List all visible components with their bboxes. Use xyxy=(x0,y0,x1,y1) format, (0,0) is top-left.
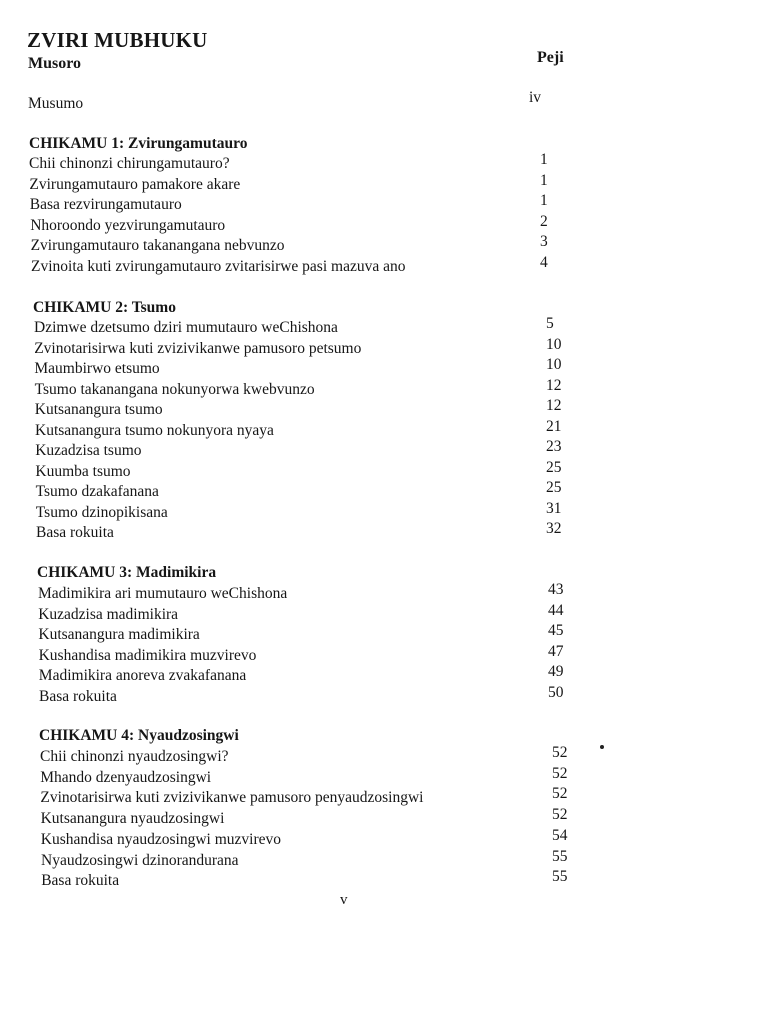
section-title: CHIKAMU 1: Zvirungamutauro xyxy=(29,135,248,152)
toc-entry-label: Basa rezvirungamutauro xyxy=(29,196,182,214)
toc-entry-label: Kushandisa madimikira muzvirevo xyxy=(38,646,257,664)
toc-entry-page: 52 xyxy=(552,806,568,824)
toc-entry-label: Nyaudzosingwi dzinorandurana xyxy=(41,851,239,869)
toc-entry-page: 55 xyxy=(552,847,568,865)
toc-entry-label: Zvinotarisirwa kuti zvizivikanwe pamusoro penyaudzosingwi xyxy=(40,789,424,807)
toc-entry-label: Chii chinonzi nyaudzosingwi? xyxy=(40,748,229,765)
toc-entry-label: Tsumo takanangana nokunyorwa kwebvunzo xyxy=(34,380,315,398)
toc-entry-label: Kuzadzisa madimikira xyxy=(38,605,179,623)
toc-entry-label: Kutsanangura nyaudzosingwi xyxy=(40,810,225,828)
toc-entry-label: Kutsanangura tsumo xyxy=(34,401,163,418)
toc-entry xyxy=(0,376,768,402)
toc-entry xyxy=(0,499,768,525)
toc-entry-page: 10 xyxy=(546,335,562,353)
toc-entry-label: Maumbirwo etsumo xyxy=(34,360,160,377)
toc-entry-page: 32 xyxy=(546,520,562,537)
toc-entry-label: Zvirungamutauro takanangana nebvunzo xyxy=(30,237,285,255)
toc-entry-label: Kuumba tsumo xyxy=(35,462,131,480)
toc-entry xyxy=(0,806,768,831)
toc-entry xyxy=(0,744,768,769)
toc-entry-page: 2 xyxy=(540,212,548,230)
toc-entry-page: 1 xyxy=(540,192,548,210)
toc-entry xyxy=(0,663,768,688)
section-title: CHIKAMU 4: Nyaudzosingwi xyxy=(39,727,239,744)
intro-entry-label: Musumo xyxy=(28,95,84,112)
toc-entry-label: Chii chinonzi chirungamutauro? xyxy=(29,155,230,172)
toc-entry-label: Nhoroondo yezvirungamutauro xyxy=(30,216,226,234)
toc-entry-page: 55 xyxy=(552,868,568,886)
toc-entry-label: Mhando dzenyaudzosingwi xyxy=(40,768,212,786)
toc-entry-page: 47 xyxy=(548,642,564,660)
toc-entry-page: 31 xyxy=(546,499,562,517)
toc-entry-label: Tsumo dzakafanana xyxy=(35,483,159,500)
toc-entry-label: Kuzadzisa tsumo xyxy=(35,442,142,459)
toc-entry-label: Tsumo dzinopikisana xyxy=(35,503,168,521)
toc-entry xyxy=(0,151,768,176)
toc-entry-label: Basa rokuita xyxy=(39,688,117,705)
toc-entry xyxy=(0,764,768,790)
toc-entry-page: 50 xyxy=(548,684,564,701)
toc-entry xyxy=(0,254,768,279)
toc-entry xyxy=(0,417,768,443)
toc-entry xyxy=(0,868,768,893)
toc-entry-page: 52 xyxy=(552,785,568,803)
toc-entry-page: 49 xyxy=(548,663,564,681)
toc-entry xyxy=(0,684,768,709)
toc-entry-page: 43 xyxy=(548,581,564,598)
toc-entry xyxy=(0,458,768,484)
toc-entry-page: 1 xyxy=(540,151,548,168)
toc-entry-label: Madimikira ari mumutauro weChishona xyxy=(38,585,288,602)
toc-entry xyxy=(0,581,768,606)
toc-entry xyxy=(0,335,768,361)
toc-entry-label: Basa rokuita xyxy=(41,872,120,890)
column-heading-page: Peji xyxy=(537,49,564,66)
toc-entry xyxy=(0,642,768,668)
toc-entry-label: Zvinotarisirwa kuti zvizivikanwe pamusoro petsumo xyxy=(34,339,362,357)
intro-entry-page: iv xyxy=(529,89,542,106)
toc-entry-page: 54 xyxy=(552,826,568,844)
scan-speck xyxy=(600,745,604,749)
toc-entry xyxy=(0,479,768,504)
toc-entry-label: Zvinoita kuti zvirungamutauro zvitarisirwe pasi mazuva ano xyxy=(31,258,406,275)
footer-page-number: v xyxy=(340,892,348,908)
toc-entry-page: 25 xyxy=(546,479,562,496)
toc-entry-page: 52 xyxy=(552,744,568,761)
toc-entry xyxy=(0,826,768,852)
toc-entry xyxy=(0,847,768,873)
toc-entry xyxy=(0,171,768,197)
column-heading-contents: Musoro xyxy=(28,55,82,72)
toc-entry-page: 10 xyxy=(546,356,562,373)
toc-entry-page: 1 xyxy=(540,171,548,189)
toc-entry xyxy=(0,212,768,238)
toc-entry xyxy=(0,356,768,381)
toc-entry-label: Madimikira anoreva zvakafanana xyxy=(38,667,247,685)
toc-entry-page: 52 xyxy=(552,764,568,782)
toc-entry-label: Kutsanangura tsumo nokunyora nyaya xyxy=(35,421,274,439)
toc-entry-label: Basa rokuita xyxy=(36,524,114,541)
toc-entry-page: 12 xyxy=(546,376,562,394)
document-title: ZVIRI MUBHUKU xyxy=(27,28,208,52)
toc-entry-page: 45 xyxy=(548,622,564,640)
toc-entry-page: 4 xyxy=(540,254,548,271)
toc-entry xyxy=(0,233,768,258)
toc-entry xyxy=(0,601,768,627)
toc-entry-label: Kutsanangura madimikira xyxy=(38,626,200,644)
section-title: CHIKAMU 3: Madimikira xyxy=(37,564,217,581)
toc-entry-label: Zvirungamutauro pamakore akare xyxy=(29,175,241,193)
toc-entry xyxy=(0,520,768,545)
toc-entry xyxy=(0,315,768,340)
toc-entry xyxy=(0,438,768,463)
toc-entry-page: 44 xyxy=(548,601,564,619)
toc-entry-page: 3 xyxy=(540,233,548,251)
toc-entry-page: 5 xyxy=(546,315,554,332)
toc-entry-label: Dzimwe dzetsumo dziri mumutauro weChishona xyxy=(34,319,338,336)
toc-entry-page: 12 xyxy=(546,397,562,414)
toc-entry-page: 23 xyxy=(546,438,562,455)
toc-entry xyxy=(0,622,768,647)
toc-entry xyxy=(0,192,768,217)
toc-entry xyxy=(0,397,768,422)
section-title: CHIKAMU 2: Tsumo xyxy=(33,299,176,316)
toc-entry-page: 21 xyxy=(546,417,562,435)
toc-entry-label: Kushandisa nyaudzosingwi muzvirevo xyxy=(40,830,282,848)
toc-entry-page: 25 xyxy=(546,458,562,476)
toc-entry xyxy=(0,785,768,810)
